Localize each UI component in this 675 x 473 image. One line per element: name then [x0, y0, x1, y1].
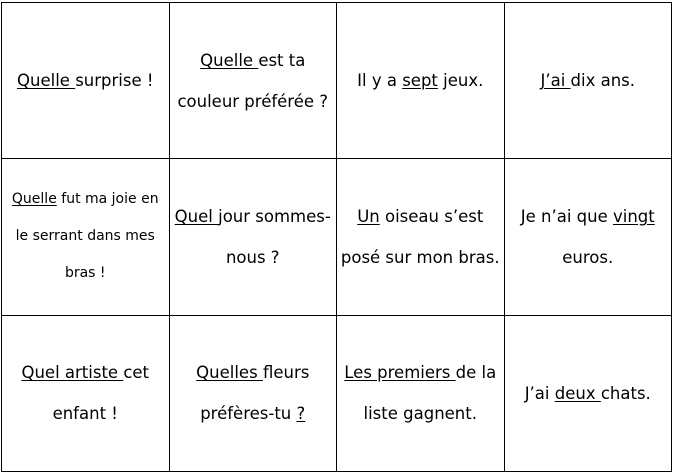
- underlined-word: Quelle: [200, 50, 259, 70]
- grid-row: [2, 315, 672, 471]
- sentence-cell: [169, 315, 337, 471]
- sentence-cell: [2, 3, 170, 159]
- underlined-word: Quelle: [17, 71, 76, 91]
- sentence-text: J’ai: [524, 383, 555, 403]
- sentence-text: oiseau s’est posé sur mon bras.: [340, 206, 500, 267]
- sentence-grid: [1, 2, 672, 472]
- sentence-cell: [504, 159, 672, 315]
- sentence-text: fut ma joie en le serrant dans mes bras !: [15, 191, 159, 282]
- grid-row: [2, 3, 672, 159]
- underlined-word: ?: [296, 404, 306, 424]
- sentence-cell: [169, 159, 337, 315]
- underlined-word: vingt: [612, 206, 655, 226]
- sentence-cell: [337, 159, 505, 315]
- sentence-text: Je n’ai que: [520, 206, 613, 226]
- sentence-text: dix ans.: [570, 71, 636, 91]
- underlined-word: Quel artiste: [21, 363, 124, 383]
- sentence-cell: [337, 315, 505, 471]
- underlined-word: sept: [402, 71, 438, 91]
- sentence-text: chats.: [600, 383, 651, 403]
- underlined-word: J’ai: [540, 71, 571, 91]
- sentence-text: jour sommes-nous ?: [218, 206, 331, 267]
- grid-row: [2, 159, 672, 315]
- sentence-cell: [2, 315, 170, 471]
- underlined-word: Les premiers: [344, 363, 456, 383]
- sentence-text: est ta couleur préférée ?: [177, 50, 329, 111]
- underlined-word: Un: [357, 206, 380, 226]
- underlined-word: deux: [554, 383, 601, 403]
- sentence-text: Il y a: [357, 71, 403, 91]
- sentence-cell: [2, 159, 170, 315]
- sentence-cell: [504, 315, 672, 471]
- sentence-cell: [337, 3, 505, 159]
- sentence-cell: [504, 3, 672, 159]
- sentence-text: fleurs préfères-tu: [200, 363, 310, 424]
- underlined-word: Quelle: [11, 191, 57, 208]
- sentence-text: de la liste gagnent.: [363, 363, 497, 424]
- sentence-cell: [169, 3, 337, 159]
- sentence-text: cet enfant !: [52, 363, 150, 424]
- underlined-word: Quel: [174, 206, 219, 226]
- sentence-text: jeux.: [437, 71, 484, 91]
- underlined-word: Quelles: [196, 363, 263, 383]
- sentence-text: euros.: [562, 247, 614, 267]
- sentence-text: surprise !: [75, 71, 154, 91]
